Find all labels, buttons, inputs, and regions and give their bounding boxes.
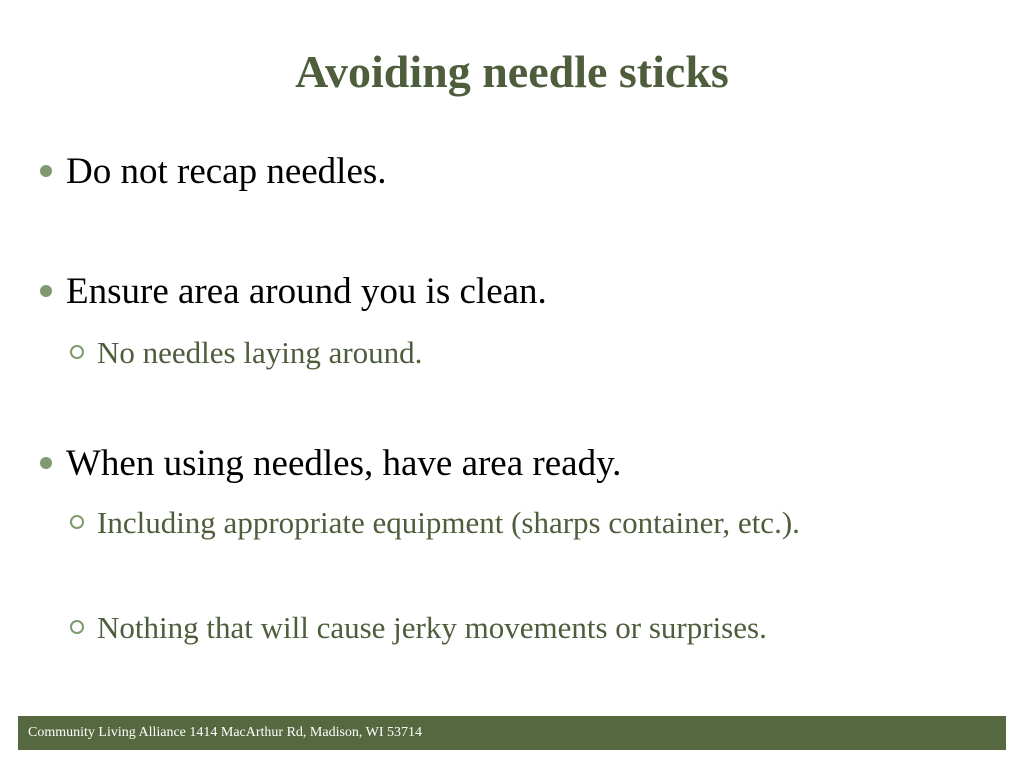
sub-bullet-text: Nothing that will cause jerky movements or surprises.: [97, 610, 767, 645]
footer-text: Community Living Alliance 1414 MacArthur Rd, Madison, WI 53714: [28, 725, 423, 740]
bullet-text: Do not recap needles.: [66, 151, 387, 192]
bullet-item: [40, 270, 980, 314]
bullet-item: [40, 150, 980, 194]
hollow-circle-icon: [70, 345, 84, 359]
bullet-text: When using needles, have area ready.: [66, 443, 622, 484]
bullet-dot-icon: [40, 285, 52, 297]
sub-bullet-item: [40, 605, 980, 651]
hollow-circle-icon: [70, 620, 84, 634]
sub-bullet-text: Including appropriate equipment (sharps container, etc.).: [97, 505, 800, 540]
footer-bar: [18, 716, 1006, 750]
bullet-dot-icon: [40, 165, 52, 177]
bullet-item: [40, 442, 980, 486]
sub-bullet-item: [40, 330, 980, 376]
hollow-circle-icon: [70, 515, 84, 529]
bullet-dot-icon: [40, 457, 52, 469]
slide-title: Avoiding needle sticks: [295, 46, 729, 97]
sub-bullet-item: [40, 500, 980, 592]
bullet-text: Ensure area around you is clean.: [66, 271, 547, 312]
sub-bullet-text: No needles laying around.: [97, 335, 423, 370]
